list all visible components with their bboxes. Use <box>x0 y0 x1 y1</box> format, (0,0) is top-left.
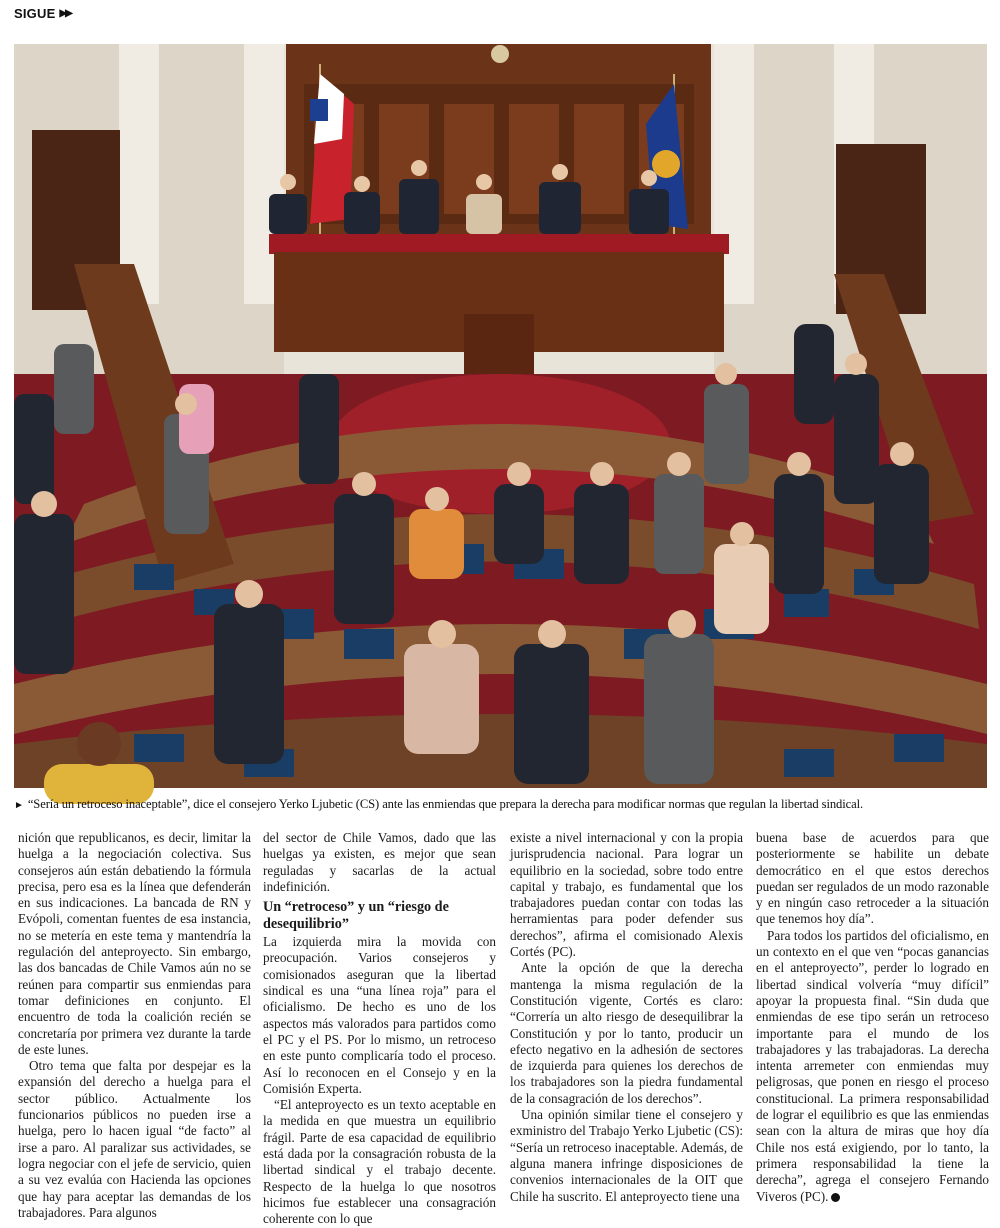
paragraph: La izquierda mira la movida con preocupación. Varios consejeros y comisionados aseguran que la libertad sindical es una “una línea roja” para el oficialismo. De hecho es uno de los aspectos más valorados para partidos como el PC y el PS. Por lo mismo, un retroceso en este punto complicaría todo el proceso. Así lo reconocen en el Consejo y en la Comisión Experta. <box>263 934 496 1096</box>
paragraph: buena base de acuerdos para que posteriormente se habilite un debate democrático en el que estos derechos puedan ser regulados de un modo razonable y en ningún caso retroceder a la situación que tenemos hoy día”. <box>756 830 989 927</box>
article-column-4 <box>756 830 989 1205</box>
article-body <box>14 830 989 1227</box>
paragraph <box>756 928 989 1205</box>
end-of-article-icon <box>831 1193 840 1202</box>
article-column-3 <box>510 830 743 1205</box>
paragraph: existe a nivel internacional y con la propia jurisprudencia nacional. Para lograr un equilibrio en la sociedad, sobre todo entre capital y trabajo, es fundamental que los trabajadores puedan contar con todas las herramientas para poder defender sus derechos”, afirma el comisionado Alexis Cortés (PC). <box>510 830 743 960</box>
article-column-1 <box>18 830 251 1221</box>
photo-caption <box>14 797 987 812</box>
paragraph: del sector de Chile Vamos, dado que las huelgas ya existen, es mejor que sean reguladas y sacarlas de la actual indefinición. <box>263 830 496 894</box>
chamber-illustration <box>14 44 987 788</box>
double-arrow-icon: ▶▶ <box>59 8 71 19</box>
paragraph: “El anteproyecto es un texto aceptable en la medida en que muestra un equilibrio frágil. Parte de esa capacidad de equilibrio está dada por la consagración robusta de la libertad sindical y el trabajo decente. Respecto de la huelga lo que nosotros hicimos fue establecer una consagración coherente con lo que <box>263 1097 496 1227</box>
paragraph: Otro tema que falta por despejar es la expansión del derecho a huelga para el sector público. Actualmente los funcionarios públicos no pueden irse a huelga, pero lo hacen igual “de facto” al irse a paro. Al paralizar sus actividades, se logra negociar con el jefe de servicio, quien a su vez evalúa con Hacienda las opciones que hay para aceptar las demandas de los trabajadores. Para algunos <box>18 1058 251 1220</box>
continue-text: SIGUE <box>14 6 56 21</box>
caption-marker-icon: ► <box>14 800 24 811</box>
article-subheading: Un “retroceso” y un “riesgo de desequilibrio” <box>263 899 449 932</box>
caption-text: “Sería un retroceso inaceptable”, dice el consejero Yerko Ljubetic (CS) ante las enmiendas que prepara la derecha para modificar normas que regulan la libertad sindical. <box>27 797 864 811</box>
continue-label <box>14 6 71 21</box>
paragraph: Ante la opción de que la derecha mantenga la misma regulación de la Constitución vigente, Cortés es claro: “Correría un alto riesgo de desequilibrar la Constitución y por lo tanto, producir un efecto negativo en la adhesión de sectores de izquierda para quienes los derechos de los trabajadores son la piedra fundamental de la consagración de los derechos”. <box>510 960 743 1106</box>
paragraph: nición que republicanos, es decir, limitar la huelga a la negociación colectiva. Sus consejeros aún están debatiendo la fórmula precisa, pero esa es la línea que defenderán en sus indicaciones. La bancada de RN y Evópoli, comentan fuentes de esa instancia, no se metería en este tema y mantendría la regulación del anteproyecto. Sin embargo, las dos bancadas de Chile Vamos aún no se reúnen para compartir sus enmiendas para tomar definiciones en conjunto. El encuentro de toda la coalición recién se concretaría por primera vez durante la tarde de este lunes. <box>18 830 251 1057</box>
paragraph-text: Para todos los partidos del oficialismo, en un contexto en el que ven “pocas ganancias en el anteproyecto”, perder lo logrado en libertad sindical volvería “muy difícil” apoyar la propuesta final. “Sin duda que enmiendas de ese tipo serán un retroceso importante para el mundo de los trabajadores y las trabajadoras. La derecha intenta arremeter con enmiendas muy peligrosas, que ponen en riesgo el proceso constitucional. La primera responsabilidad de lograr el equilibrio es que las enmiendas sean con la altura de miras que hoy día Chile nos está exigiendo, por lo tanto, la primera responsabilidad la tiene la derecha”, agrega el consejero Fernando Viveros (PC). <box>756 927 989 1204</box>
article-column-2 <box>263 830 496 1228</box>
article-photo <box>14 44 987 788</box>
paragraph: Una opinión similar tiene el consejero y exministro del Trabajo Yerko Ljubetic (CS): “Sería un retroceso inaceptable. Además, de alguna manera infringe disposiciones de convenios internacionales de la OIT que Chile ha suscrito. El anteproyecto tiene una <box>510 1107 743 1204</box>
